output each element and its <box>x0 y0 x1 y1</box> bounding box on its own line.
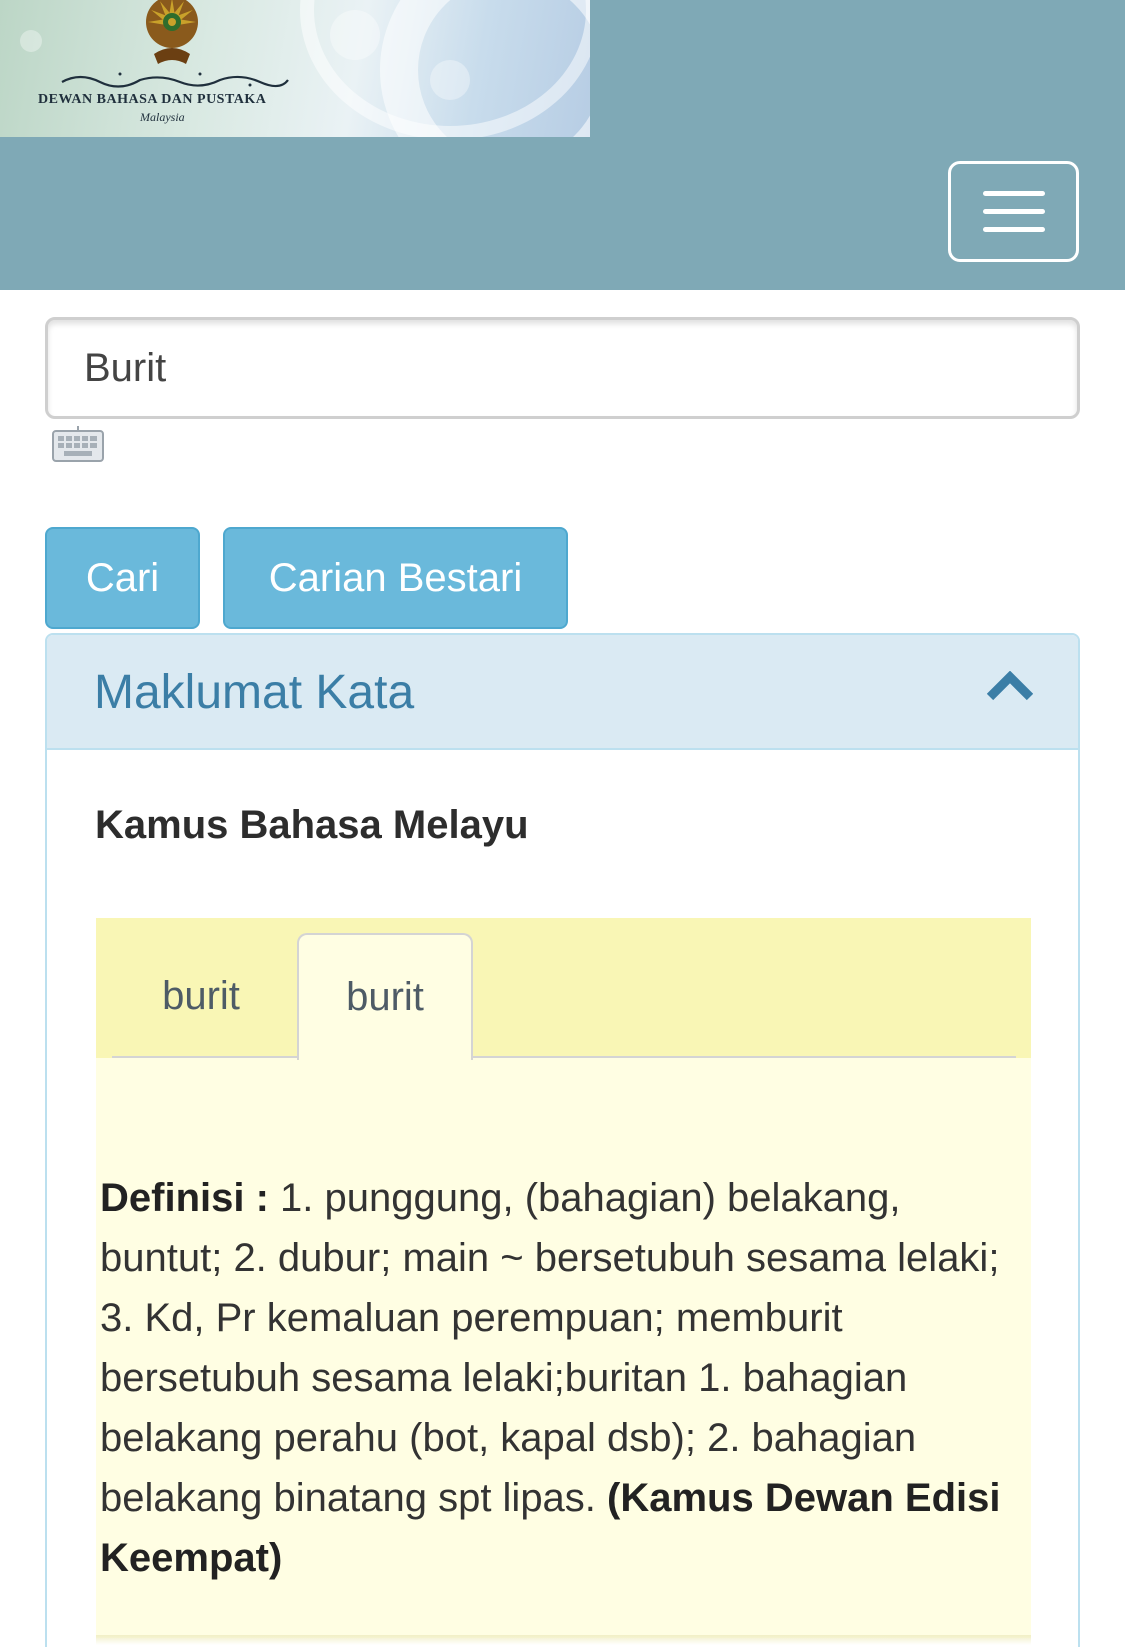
definition-body: 1. punggung, (bahagian) belakang, buntut; 2. dubur; main ~ bersetubuh sesama lelaki; 3. Kd, Pr kemaluan perempuan; memburit bersetubuh sesama lelaki;buritan 1. bahagian belakang perahu (bot, kapal dsb); 2. bahagian belakang binatang spt lipas. <box>100 1176 1000 1520</box>
site-banner[interactable] <box>0 0 590 137</box>
logo-jawi-text <box>60 70 290 88</box>
hamburger-menu-icon <box>983 191 1045 196</box>
banner-decoration <box>20 30 42 52</box>
definition-source: (Kamus Dewan Edisi Keempat) <box>100 1476 1001 1580</box>
definition-text <box>100 1168 1025 1588</box>
logo-country: Malaysia <box>140 110 185 124</box>
panel-header[interactable] <box>47 635 1078 750</box>
search-input[interactable] <box>45 317 1080 419</box>
search-button[interactable]: Cari <box>45 527 200 629</box>
virtual-keyboard-icon[interactable] <box>52 425 104 463</box>
dictionary-title: Kamus Bahasa Melayu <box>95 803 529 847</box>
header-bar <box>0 0 1125 290</box>
word-info-panel <box>45 633 1080 1647</box>
hamburger-menu-icon <box>983 227 1045 232</box>
logo-wordmark: DEWAN BAHASA DAN PUSTAKA <box>38 92 267 107</box>
tab-strip <box>96 918 1031 1058</box>
chevron-up-icon[interactable] <box>987 671 1033 701</box>
definition-label: Definisi : <box>100 1176 269 1220</box>
smart-search-button[interactable]: Carian Bestari <box>223 527 568 629</box>
hamburger-menu-icon <box>983 209 1045 214</box>
banner-decoration <box>380 0 590 137</box>
dictionary-entry <box>96 918 1031 1638</box>
hamburger-menu-button[interactable] <box>948 161 1079 262</box>
panel-title: Maklumat Kata <box>94 666 415 719</box>
entry-shadow <box>96 1635 1031 1645</box>
tab-burit-2-active[interactable]: burit <box>297 933 473 1060</box>
tab-burit-1[interactable]: burit <box>162 974 240 1018</box>
dbp-emblem-icon <box>132 0 212 74</box>
